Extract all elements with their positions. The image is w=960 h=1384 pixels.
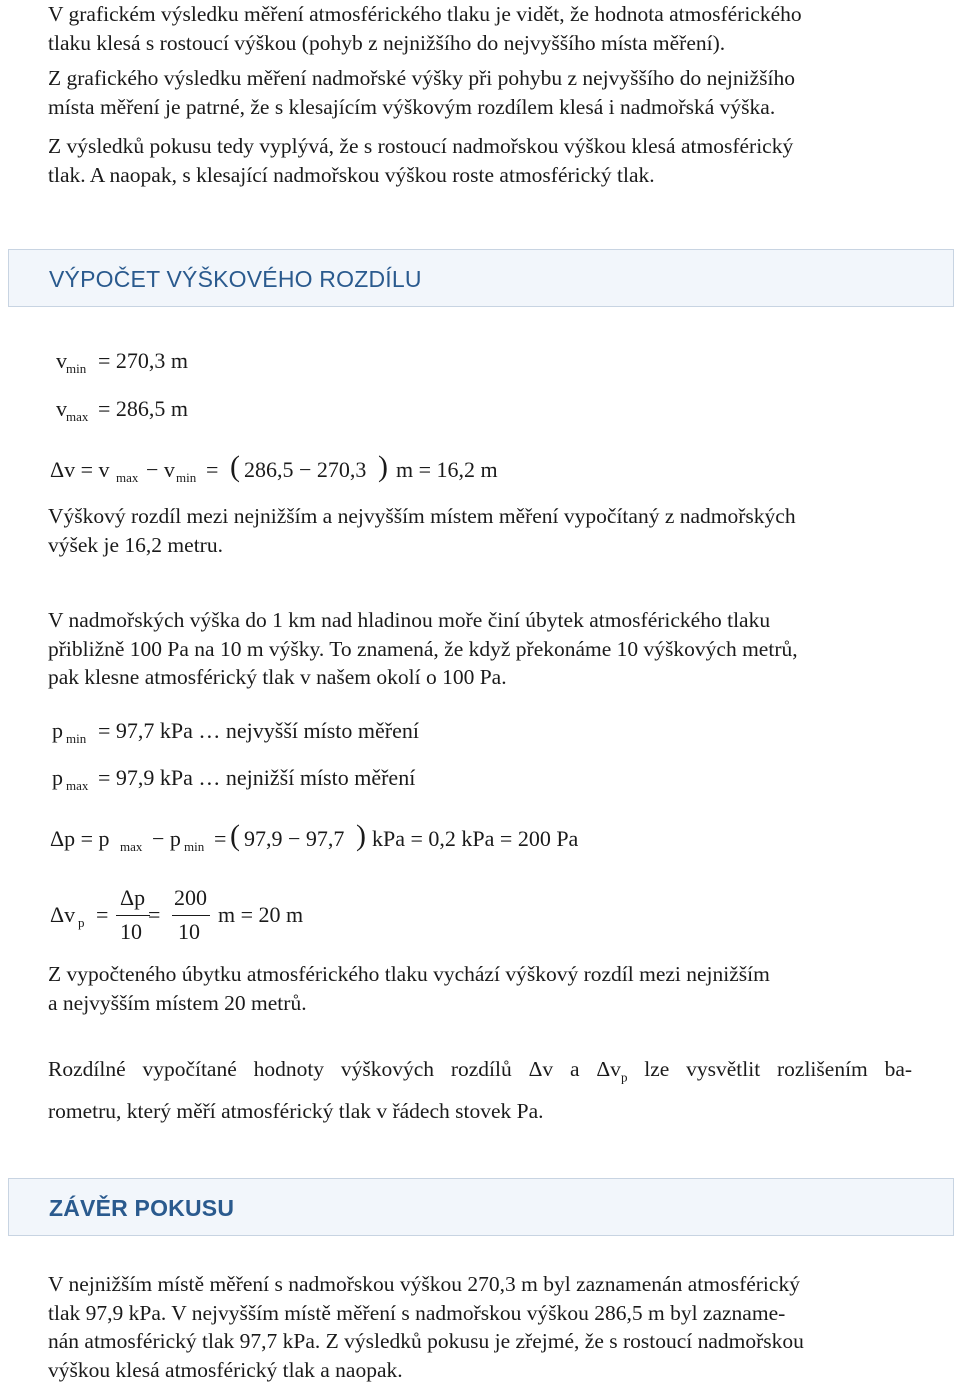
fraction-denominator: 10 (178, 919, 200, 944)
fraction-numerator: Δp (120, 885, 146, 910)
fraction-line (172, 915, 210, 916)
fraction-line (116, 915, 150, 916)
fraction-numerator: 200 (174, 885, 207, 910)
symbol-delta-vp: $\Delta v_p$ (596, 1057, 628, 1085)
symbol-delta-v: Δv (528, 1057, 554, 1081)
paragraph-conclusion: V nejnižším místě měření s nadmořskou výškou 270,3 m byl zaznamenán atmosférický tlak 97,9 kPa. V nejvyšším místě měření s nadmořskou výškou 286,5 m byl zazname- nán atmosférický tlak 97,7 kPa. Z výsledků pokusu je zřejmé, že s rostoucí nadmořskou výškou klesá atmosférický tlak a naopak. (48, 1272, 804, 1382)
paragraph-height-difference: Výškový rozdíl mezi nejnižším a nejvyšším místem měření vypočítaný z nadmořských výšek je 16,2 metru. (48, 504, 796, 557)
paragraph-altitude-graph: Z grafického výsledku měření nadmořské výšky při pohybu z nejvyššího do nejnižšího místa měření je patrné, že s klesajícím výškovým rozdílem klesá i nadmořská výška. (48, 66, 795, 119)
fraction-denominator: 10 (120, 919, 142, 944)
paragraph-computed-difference: Z vypočteného úbytku atmosférického tlaku vychází výškový rozdíl mezi nejnižším a nejvyšším místem 20 metrů. (48, 962, 770, 1015)
section-heading-calculation (8, 249, 954, 307)
heading-title: ZÁVĚR POKUSU (49, 1195, 235, 1221)
section-heading-conclusion (8, 1178, 954, 1236)
paragraph-pressure-graph: V grafickém výsledku měření atmosférického tlaku je vidět, že hodnota atmosférického tlaku klesá s rostoucí výškou (pohyb z nejnižšího do nejvyššího místa měření). (48, 2, 802, 55)
paragraph-pressure-gradient: V nadmořských výška do 1 km nad hladinou moře činí úbytek atmosférického tlaku přibližně 100 Pa na 10 m výšky. To znamená, že když překonáme 10 výškových metrů, pak klesne atmosférický tlak v našem okolí o 100 Pa. (48, 608, 798, 689)
paragraph-resolution: Rozdílné vypočítané hodnoty výškových rozdílů Δv a $\Delta v_p$ lze vysvětlit rozlišením ba- rometru, který měří atmosférický tlak v řádech stovek Pa. (48, 1057, 913, 1124)
paragraph-results: Z výsledků pokusu tedy vyplývá, že s rostoucí nadmořskou výškou klesá atmosférický tlak. A naopak, s klesající nadmořskou výškou roste atmosférický tlak. (48, 134, 794, 187)
heading-title: VÝPOČET VÝŠKOVÉHO ROZDÍLU (49, 266, 422, 292)
